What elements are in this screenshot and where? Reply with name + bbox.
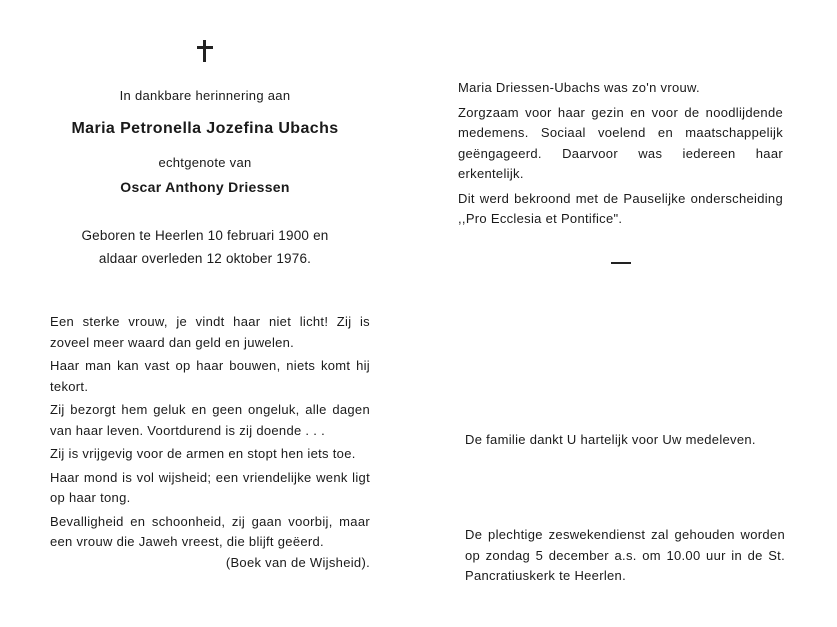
tribute-text	[458, 78, 783, 234]
cross-icon	[197, 40, 213, 62]
poem-stanza: Een sterke vrouw, je vindt haar niet licht! Zij is zoveel meer waard dan geld en juwelen.	[50, 314, 370, 350]
poem-stanza: Zij bezorgt hem geluk en geen ongeluk, alle dagen van haar leven. Voortdurend is zij doende . . .	[50, 402, 370, 438]
relation-text: echtgenote van	[158, 155, 252, 170]
poem-stanza: Haar man kan vast op haar bouwen, niets komt hij tekort.	[50, 358, 370, 394]
separator-dash	[611, 262, 631, 264]
tribute-paragraph-3: Dit werd bekroond met de Pauselijke onderscheiding ,,Pro Ecclesia et Pontifice".	[458, 190, 783, 226]
dates-line-1: Geboren te Heerlen 10 februari 1900 en	[81, 228, 329, 243]
thanks-text	[465, 430, 785, 455]
dates-line-2: aldaar overleden 12 oktober 1976.	[98, 251, 312, 266]
service-paragraph: De plechtige zeswekendienst zal gehouden worden op zondag 5 december a.s. om 10.00 uur in de St. Pancratiuskerk te Heerlen.	[465, 527, 785, 583]
life-dates	[40, 224, 370, 270]
intro-text: In dankbare herinnering aan	[119, 88, 291, 103]
thanks-paragraph: De familie dankt U hartelijk voor Uw medeleven.	[465, 432, 756, 447]
poem-source: (Boek van de Wijsheid).	[225, 554, 370, 570]
service-text	[465, 525, 785, 591]
poem-stanza: Zij is vrijgevig voor de armen en stopt hen iets toe.	[50, 446, 356, 461]
deceased-name: Maria Petronella Jozefina Ubachs	[71, 120, 339, 137]
poem-stanza: Bevalligheid en schoonheid, zij gaan voorbij, maar een vrouw die Jaweh vreest, die blijft geëerd.	[50, 513, 370, 549]
poem	[50, 312, 370, 576]
tribute-paragraph-1: Maria Driessen-Ubachs was zo'n vrouw.	[458, 80, 700, 95]
tribute-paragraph-2: Zorgzaam voor haar gezin en voor de noodlijdende medemens. Sociaal voelend en maatschappelijk geëngageerd. Daarvoor was iedereen haar erkentelijk.	[458, 104, 783, 181]
spouse-name: Oscar Anthony Driessen	[120, 179, 290, 195]
poem-stanza: Haar mond is vol wijsheid; een vriendelijke wenk ligt op haar tong.	[50, 469, 370, 505]
